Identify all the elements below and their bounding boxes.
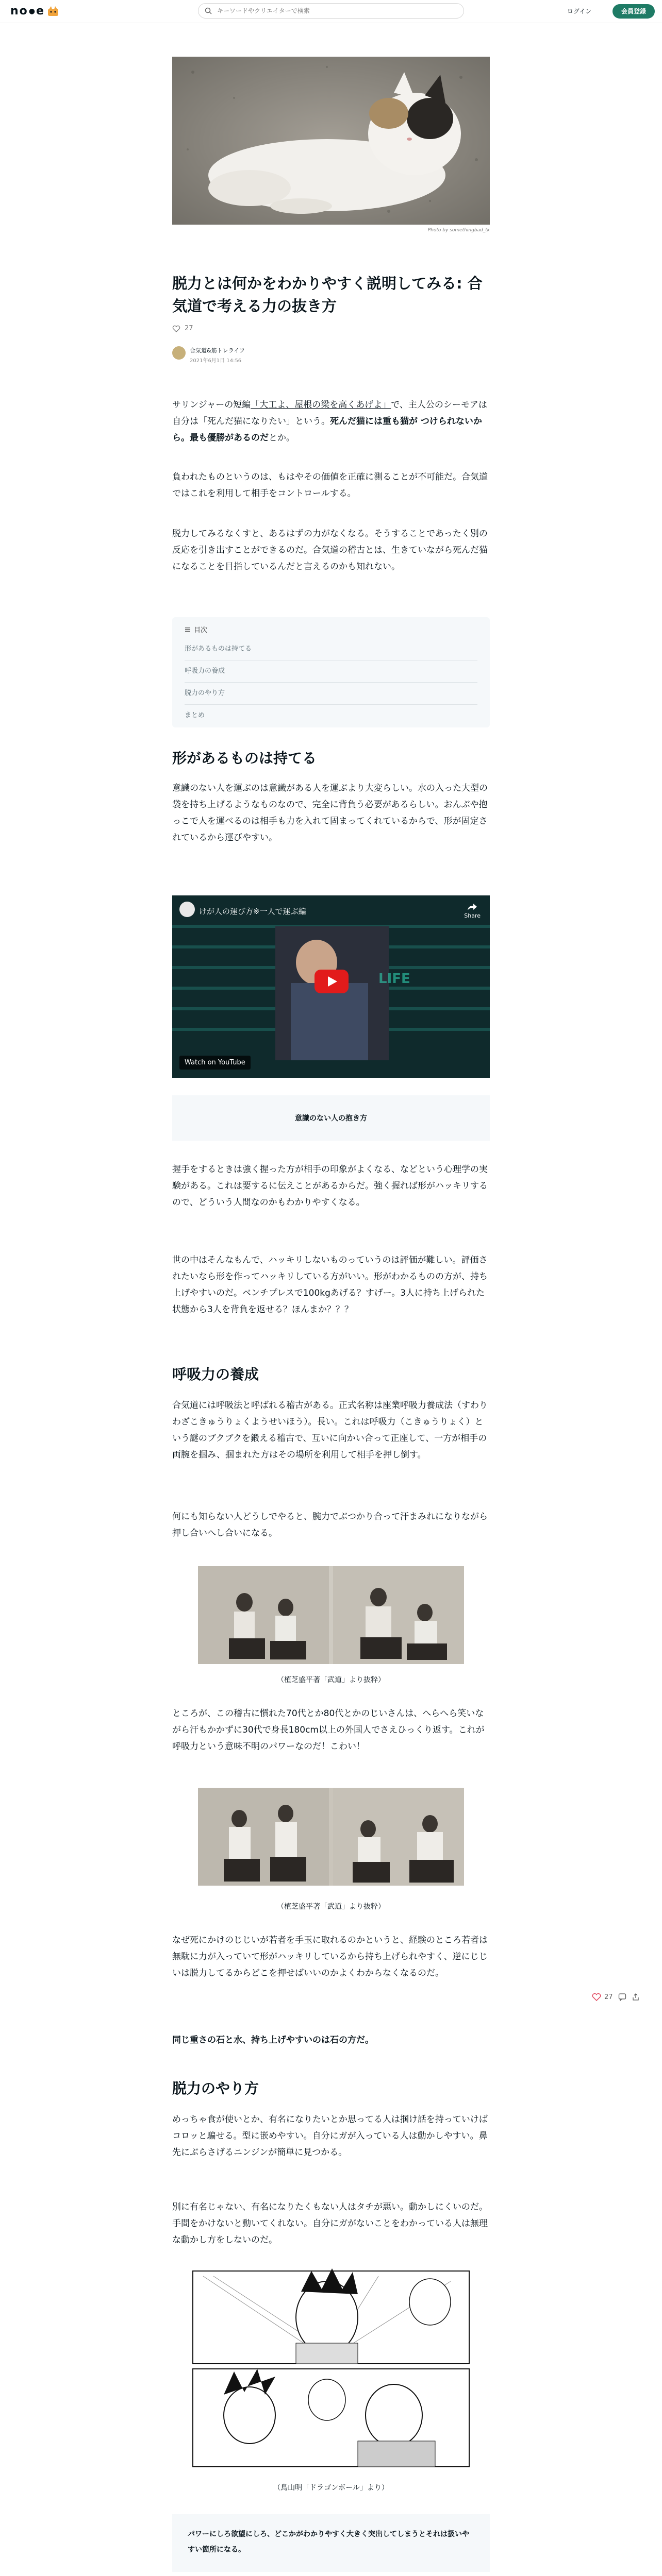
section1-paragraph-3: 世の中はそんなもんで、ハッキリしないものっていうのは評価が難しい。評価されたいなら形を作ってハッキリしている方がいい。形がわかるものの方が、持ち上げやすいのだ。ベンチプレスで100kgあげる？すげー。3人に持ち上げられた状態から3人を背負を返せる？ほんまか？？？ [172, 1255, 488, 1315]
share-icon[interactable] [632, 1993, 640, 2001]
figure-caption: （植芝盛平著「武道」より抜粋） [277, 1676, 385, 1684]
channel-logo[interactable] [179, 902, 195, 917]
login-button[interactable]: ログイン [567, 8, 592, 15]
section2-paragraph-3: ところが、この稽古に慣れた70代とか80代とかのじいさんは、へらへら笑いながら汗もかかずに30代で身長180cm以上の外国人でさえひっくり返す。これが呼吸力という意味不明のパワーなのだ！こわい！ [172, 1708, 485, 1752]
heart-icon [172, 325, 180, 332]
hero-image [172, 57, 490, 225]
list-icon [185, 626, 191, 633]
note-logo[interactable]: no ● e [10, 5, 60, 18]
intro-paragraph-1: サリンジャーの短編「大工よ、屋根の梁を高くあげよ」で、主人公のシーモアは自分は「死んだ猫になりたい」という。死んだ猫には重も猫が つけられないから。最も優勝があるのだとか。 [172, 400, 487, 443]
aikido-photo-1 [198, 1566, 464, 1664]
table-of-contents [172, 617, 490, 727]
author-name[interactable]: 合気道&筋トレライフ [190, 347, 245, 354]
aikido-photo-2 [198, 1788, 464, 1886]
search-box[interactable] [198, 3, 464, 19]
section-heading: 呼吸力の養成 [172, 1366, 259, 1383]
section-heading: 脱力のやり方 [172, 2080, 259, 2097]
floating-actions [592, 1993, 640, 2001]
manga-panel [172, 2266, 490, 2472]
pull-quote: パワーにしろ欲望にしろ、どこかがわかりやすく大きく突出してしまうとそれは扱いやすい箇所になる。 [172, 2514, 490, 2572]
site-header [0, 0, 662, 23]
figure-caption: （鳥山明「ドラゴンボール」より） [273, 2484, 389, 2492]
search-input[interactable] [216, 7, 445, 15]
article-title: 脱力とは何かをわかりやすく説明してみる: 合気道で考える力の抜き方 [172, 275, 483, 315]
comment-icon[interactable] [618, 1993, 626, 2001]
svg-text:LIFE: LIFE [378, 971, 410, 987]
search-icon [205, 7, 212, 14]
cat-photo [172, 57, 490, 225]
toc-item[interactable]: 脱力のやり方 [185, 683, 477, 705]
share-button[interactable]: Share [464, 903, 481, 919]
section3-paragraph-2: 別に有名じゃない、有名になりたくもない人はタチが悪い。動かしにくいのだ。手間をかけないと動いてくれない。自分にガがないことをわかっている人は無理な動かし方をしないのだ。 [172, 2202, 488, 2245]
section2-paragraph-1: 合気道には呼吸法と呼ばれる稽古がある。正式名称は座業呼吸力養成法（すわりわざこきゅうりょくようせいほう）。長い。これは呼吸力（こきゅうりょく）という謎のブクブクを鍛える稽古で、互いに向かい合って正座して、一方が相手の両腕を掴み、掴まれた方はその場所を利用して相手を押し倒す。 [172, 1400, 488, 1460]
video-title[interactable]: けが人の運び方※一人で運ぶ編 [199, 907, 306, 916]
like-count: 27 [185, 325, 193, 332]
photo-credit: Photo by somethingbad_tk [427, 228, 490, 233]
watch-on-youtube[interactable]: Watch on YouTube [179, 1056, 251, 1070]
avatar[interactable] [172, 346, 186, 360]
play-button[interactable] [315, 970, 349, 993]
author-block[interactable] [172, 346, 245, 364]
section2-paragraph-2: 何にも知らない人どうしでやると、腕力でぶつかり合って汗まみれになりながら押し合いへし合いになる。 [172, 1512, 488, 1538]
share-icon [467, 903, 477, 911]
youtube-embed[interactable] [172, 895, 490, 1078]
section3-paragraph-1: めっちゃ食が使いとか、有名になりたいとか思ってる人は掴け話を持っていけばコロッと騙せる。型に嵌めやすい。自分にガが入っている人は動かしやすい。鼻先にぶらさげるニンジンが簡単に見つかる。 [172, 2114, 488, 2158]
heart-icon[interactable] [592, 1993, 601, 2001]
embed-caption: 意識のない人の抱き方 [172, 1095, 490, 1141]
toc-item[interactable]: 形があるものは持てる [185, 638, 477, 660]
figure-caption: （植芝盛平著「武道」より抜粋） [277, 1903, 385, 1911]
story-link[interactable]: 「大工よ、屋根の梁を高くあげよ」 [251, 400, 391, 410]
intro-paragraph-3: 脱力してみるなくすと、あるはずの力がなくなる。そうすることであったく別の反応を引き出すことができるのだ。合気道の稽古とは、生きていながら死んだ猫になることを目指しているんだと言えるのかも知れない。 [172, 529, 488, 572]
section-heading: 形があるものは持てる [172, 750, 317, 767]
publish-date: 2021年6月1日 14:56 [190, 358, 242, 364]
like-count: 27 [604, 1993, 613, 2001]
section2-emphasis: 同じ重さの石と水、持ち上げやすいのは石の方だ。 [172, 2035, 374, 2045]
intro-paragraph-2: 負われたものというのは、もはやその価値を正確に測ることが不可能だ。合気道ではこれを利用して相手をコントロールする。 [172, 472, 488, 499]
section1-paragraph-1: 意識のない人を運ぶのは意識がある人を運ぶより大変らしい。水の入った大型の袋を持ち上げるようなものなので、完全に背負う必要があるらしい。おんぶや抱っこで人を運べるのは相手も力を入れて固まってくれているからで、形が固定されているから運びやすい。 [172, 783, 488, 843]
section1-paragraph-2: 握手をするときは強く握った方が相手の印象がよくなる、などという心理学の実験がある。これは要するに伝えことがあるからだ。強く握れば形がハッキリするので、どういう人間なのかもわかりやすくなる。 [172, 1164, 488, 1208]
mascot-icon [46, 6, 60, 17]
signup-button[interactable]: 会員登録 [613, 4, 655, 19]
toc-item[interactable]: 呼吸力の養成 [185, 660, 477, 683]
toc-header[interactable]: 目次 [185, 624, 477, 634]
toc-item[interactable]: まとめ [185, 711, 205, 719]
like-summary[interactable] [172, 325, 193, 332]
section2-paragraph-4: なぜ死にかけのじじいが若者を手玉に取れるのかというと、経験のところ若者は無駄に力が入っていて形がハッキリしているから持ち上げられやすく、逆にじじいは脱力してるからどこを押せばいいのかよくわからなくなるのだ。 [172, 1935, 488, 1978]
